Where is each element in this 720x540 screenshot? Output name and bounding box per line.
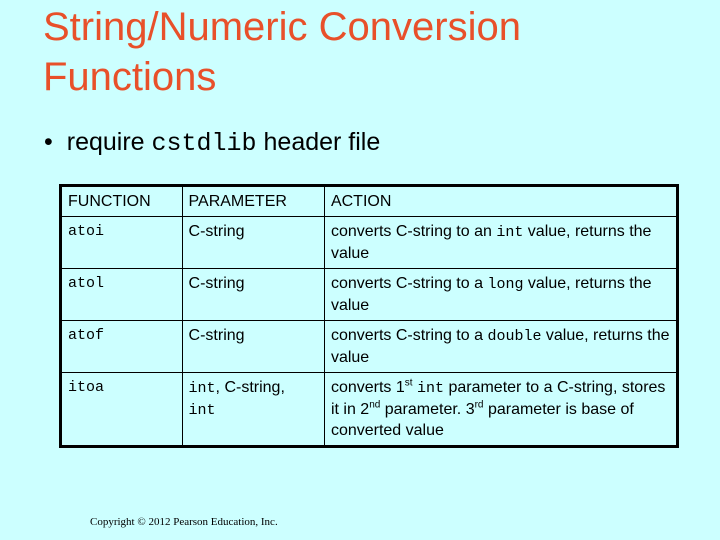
action-code: int (496, 224, 524, 241)
slide-title-line-2: Functions (43, 55, 217, 99)
action-text: value, returns the value (330, 275, 652, 314)
action-text: converts C-string to a (330, 275, 488, 292)
ordinal-suffix: st (404, 377, 413, 389)
action-cell (324, 217, 677, 269)
parameter-code: int (188, 402, 216, 419)
action-code: double (487, 328, 542, 345)
action-text: parameter is base of converted value (330, 401, 634, 439)
parameter-cell: C-string (182, 321, 324, 373)
action-cell (324, 321, 677, 373)
action-text: converts 1 (330, 379, 405, 396)
action-text: value, returns the value (330, 223, 652, 262)
ordinal-suffix: rd (474, 399, 484, 411)
action-code: int (416, 380, 444, 397)
function-cell: atof (61, 321, 183, 373)
parameter-cell: C-string (182, 217, 324, 269)
header-action: ACTION (324, 186, 677, 217)
copyright-notice: Copyright © 2012 Pearson Education, Inc. (90, 516, 278, 528)
ordinal-suffix: nd (369, 399, 381, 411)
conversion-functions-table (59, 184, 679, 448)
action-cell (324, 269, 677, 321)
parameter-cell (182, 373, 324, 447)
function-cell: atoi (61, 217, 183, 269)
parameter-text: , C-string, (215, 379, 285, 396)
table-row (61, 321, 678, 373)
action-cell (324, 373, 677, 447)
table-header-row (61, 186, 678, 217)
bullet-prefix: require (66, 128, 152, 156)
function-cell: itoa (61, 373, 183, 447)
parameter-cell: C-string (182, 269, 324, 321)
action-text: converts C-string to a (330, 327, 488, 344)
slide-title-line-1: String/Numeric Conversion (43, 5, 521, 49)
action-code: long (487, 276, 524, 293)
bullet-marker: • (44, 128, 53, 156)
table-row (61, 373, 678, 447)
action-text: converts C-string to an (330, 223, 497, 240)
table-row (61, 217, 678, 269)
header-function: FUNCTION (61, 186, 183, 217)
bullet-suffix: header file (256, 128, 381, 156)
slide-title (43, 2, 703, 102)
bullet-code: cstdlib (151, 129, 257, 158)
parameter-code: int (188, 380, 216, 397)
action-text: parameter to a C-string, stores it in 2 (330, 379, 666, 418)
action-text: parameter. 3 (380, 401, 475, 418)
bullet-require-header (44, 128, 380, 158)
action-text: value, returns the value (330, 327, 670, 366)
header-parameter: PARAMETER (182, 186, 324, 217)
table-row (61, 269, 678, 321)
function-cell: atol (61, 269, 183, 321)
